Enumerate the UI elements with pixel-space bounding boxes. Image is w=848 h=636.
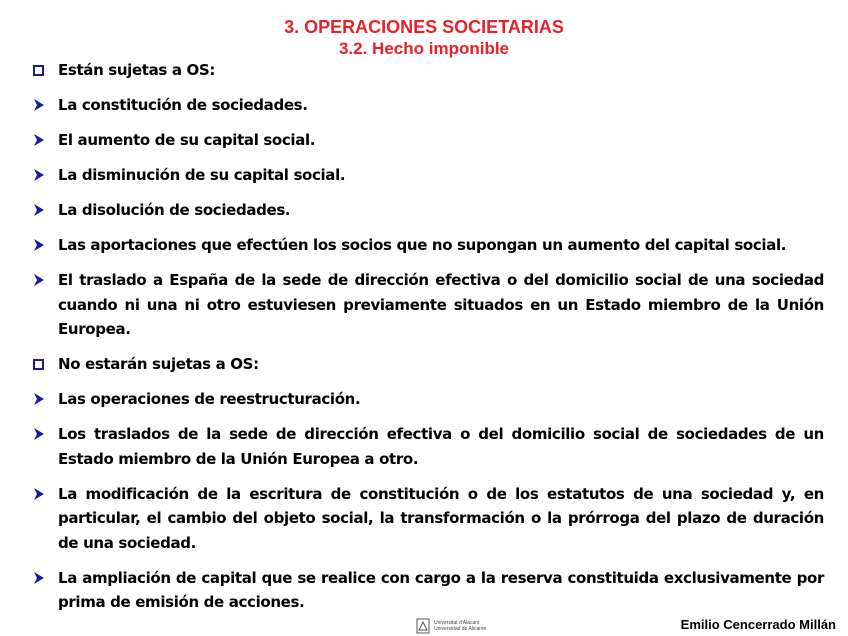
arrow-bullet-icon <box>32 487 46 501</box>
list-item-text: La constitución de sociedades. <box>58 96 308 114</box>
list-item <box>32 268 824 342</box>
list-item-text: La disolución de sociedades. <box>58 201 291 219</box>
logo-text-line-1: Universitat d'Alacant <box>434 620 480 626</box>
author-name: Emilio Cencerrado Millán <box>680 617 836 632</box>
arrow-bullet-icon <box>32 238 46 252</box>
list-item-text: El aumento de su capital social. <box>58 131 316 149</box>
square-bullet-icon <box>33 65 44 76</box>
arrow-bullet-icon <box>32 203 46 217</box>
arrow-bullet-icon <box>32 571 46 585</box>
bullet-marker <box>32 566 58 585</box>
bullet-marker <box>32 233 58 252</box>
arrow-bullet-icon <box>32 98 46 112</box>
arrow-bullet-icon <box>32 133 46 147</box>
list-item <box>32 198 824 223</box>
list-item-text: No estarán sujetas a OS: <box>58 355 259 373</box>
arrow-bullet-icon <box>32 273 46 287</box>
slide-subtitle: 3.2. Hecho imponible <box>338 39 510 58</box>
slide-header <box>0 16 848 60</box>
logo-text <box>434 620 486 632</box>
list-item <box>32 58 824 83</box>
list-item <box>32 387 824 412</box>
list-item <box>32 233 824 258</box>
bullet-marker <box>32 387 58 406</box>
list-item <box>32 482 824 556</box>
bullet-marker <box>32 482 58 501</box>
arrow-bullet-icon <box>32 168 46 182</box>
arrow-bullet-icon <box>32 427 46 441</box>
bullet-marker <box>32 268 58 287</box>
list-item <box>32 93 824 118</box>
university-logo <box>416 618 486 634</box>
bullet-marker <box>32 58 58 76</box>
list-item <box>32 352 824 377</box>
bullet-list <box>32 58 824 625</box>
bullet-marker <box>32 163 58 182</box>
university-emblem-icon <box>416 618 430 634</box>
bullet-marker <box>32 422 58 441</box>
list-item-text: Las aportaciones que efectúen los socios que no supongan un aumento del capital social. <box>58 236 787 254</box>
bullet-marker <box>32 93 58 112</box>
bullet-marker <box>32 352 58 370</box>
list-item-text: Están sujetas a OS: <box>58 61 215 79</box>
list-item <box>32 566 824 615</box>
list-item-text: Los traslados de la sede de dirección efectiva o del domicilio social de sociedades de un Estado miembro de la Unión Europea a otro. <box>58 425 824 468</box>
list-item-text: La modificación de la escritura de constitución o de los estatutos de una sociedad y, en particular, el cambio del objeto social, la transformación o la prórroga del plazo de duración de una sociedad. <box>58 484 824 552</box>
list-item-text: El traslado a España de la sede de dirección efectiva o del domicilio social de una sociedad cuando ni una ni otro estuviesen previamente situados en un Estado miembro de la Unión Europea. <box>58 271 824 338</box>
bullet-marker <box>32 198 58 217</box>
list-item <box>32 422 824 471</box>
slide-title: 3. OPERACIONES SOCIETARIAS <box>284 17 564 37</box>
list-item-text: La ampliación de capital que se realice con cargo a la reserva constituida exclusivamente por prima de emisión de acciones. <box>58 568 824 611</box>
logo-text-line-2: Universidad de Alicante <box>434 626 487 632</box>
list-item-text: Las operaciones de reestructuración. <box>58 390 361 408</box>
bullet-marker <box>32 128 58 147</box>
list-item <box>32 128 824 153</box>
list-item <box>32 163 824 188</box>
square-bullet-icon <box>33 359 44 370</box>
arrow-bullet-icon <box>32 392 46 406</box>
list-item-text: La disminución de su capital social. <box>58 166 346 184</box>
